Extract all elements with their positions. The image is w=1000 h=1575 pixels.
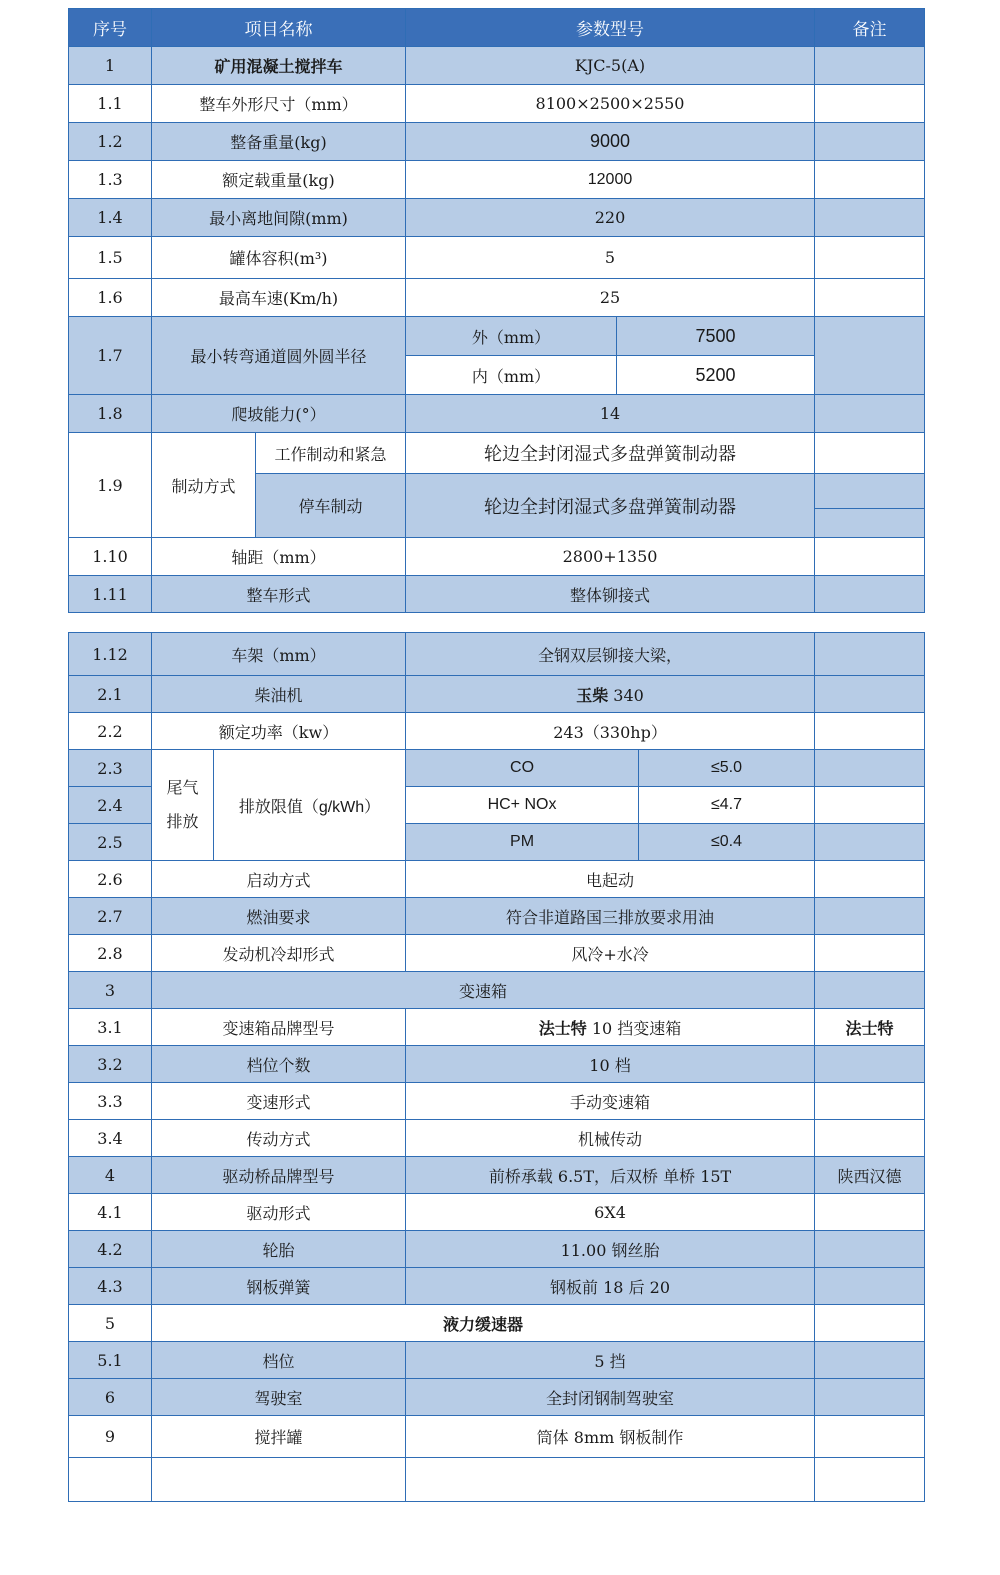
table-row [69, 1120, 925, 1157]
row-value: 2800+1350 [406, 538, 815, 576]
table-row [69, 676, 925, 713]
emission-value: ≤4.7 [639, 787, 815, 824]
table-row [69, 576, 925, 613]
row-value: 10 档 [406, 1046, 815, 1083]
row-name: 整车外形尺寸（mm） [152, 85, 406, 123]
row-value: KJC-5(A) [406, 47, 815, 85]
brake-val-2: 轮边全封闭湿式多盘弹簧制动器 [406, 474, 815, 538]
row-no: 6 [69, 1379, 152, 1416]
row-remark [815, 395, 925, 433]
row-remark [815, 1458, 925, 1502]
brake-sub-2: 停车制动 [256, 474, 406, 538]
row-value: 220 [406, 199, 815, 237]
row-remark [815, 1231, 925, 1268]
section-title: 液力缓速器 [152, 1305, 815, 1342]
row-no: 1.9 [69, 433, 152, 538]
row-name: 制动方式 [152, 433, 256, 538]
row-value: 12000 [406, 161, 815, 199]
row-name: 启动方式 [152, 861, 406, 898]
row-no: 1 [69, 47, 152, 85]
row-remark [815, 576, 925, 613]
table-row-empty [69, 1458, 925, 1502]
table-row [69, 1009, 925, 1046]
row-remark [815, 1342, 925, 1379]
table-row [69, 1231, 925, 1268]
row-remark [815, 85, 925, 123]
emission-value: ≤0.4 [639, 824, 815, 861]
spec-table-1 [68, 8, 925, 613]
table-row [69, 433, 925, 474]
table-row [69, 633, 925, 676]
row-no: 1.6 [69, 279, 152, 317]
brake-sub-1: 工作制动和紧急 [256, 433, 406, 474]
row-remark [815, 1194, 925, 1231]
row-remark [815, 317, 925, 395]
table-section-row [69, 1305, 925, 1342]
header-seq: 序号 [69, 9, 152, 47]
row-name: 排放限值（g/kWh） [214, 750, 406, 861]
row-name: 罐体容积(m³) [152, 237, 406, 279]
gearbox-brand: 法士特 [538, 1018, 587, 1038]
row-remark [815, 676, 925, 713]
row-remark [815, 1268, 925, 1305]
row-value: 电起动 [406, 861, 815, 898]
row-remark [815, 199, 925, 237]
spec-table-2 [68, 632, 925, 1502]
row-name: 档位个数 [152, 1046, 406, 1083]
table-row [69, 161, 925, 199]
row-no: 5 [69, 1305, 152, 1342]
row-name: 发动机冷却形式 [152, 935, 406, 972]
table-row [69, 898, 925, 935]
engine-model: 340 [608, 685, 644, 705]
table-row [69, 1083, 925, 1120]
row-no: 2.2 [69, 713, 152, 750]
engine-brand: 玉柴 [576, 685, 609, 705]
row-no: 1.3 [69, 161, 152, 199]
row-value: 6X4 [406, 1194, 815, 1231]
row-no: 3.2 [69, 1046, 152, 1083]
row-name: 变速箱品牌型号 [152, 1009, 406, 1046]
emission-value: ≤5.0 [639, 750, 815, 787]
table-row [69, 237, 925, 279]
row-value: 8100×2500×2550 [406, 85, 815, 123]
row-remark [815, 713, 925, 750]
row-no: 1.10 [69, 538, 152, 576]
row-no: 2.7 [69, 898, 152, 935]
row-value: 9000 [406, 123, 815, 161]
table-row [69, 85, 925, 123]
emission-sub: PM [406, 824, 639, 861]
table-row [69, 123, 925, 161]
row-no: 1.5 [69, 237, 152, 279]
row-remark [815, 433, 925, 474]
row-remark [815, 279, 925, 317]
row-name: 驱动桥品牌型号 [152, 1157, 406, 1194]
row-name: 矿用混凝土搅拌车 [152, 47, 406, 85]
row-no: 1.1 [69, 85, 152, 123]
row-no: 2.4 [69, 787, 152, 824]
row-value: 手动变速箱 [406, 1083, 815, 1120]
row-no: 1.4 [69, 199, 152, 237]
row-remark [815, 1120, 925, 1157]
table-row [69, 1416, 925, 1458]
row-value: 机械传动 [406, 1120, 815, 1157]
row-value: 11.00 钢丝胎 [406, 1231, 815, 1268]
row-name: 柴油机 [152, 676, 406, 713]
inner-value: 5200 [617, 356, 815, 395]
row-value: 筒体 8mm 钢板制作 [406, 1416, 815, 1458]
row-no: 1.8 [69, 395, 152, 433]
row-name: 驾驶室 [152, 1379, 406, 1416]
table-row [69, 935, 925, 972]
row-value: 243（330hp） [406, 713, 815, 750]
row-remark [815, 1416, 925, 1458]
row-remark [815, 633, 925, 676]
table-row [69, 1046, 925, 1083]
row-value: 整体铆接式 [406, 576, 815, 613]
section-title: 变速箱 [152, 972, 815, 1009]
table-row [69, 1379, 925, 1416]
row-no: 1.2 [69, 123, 152, 161]
row-name [152, 1458, 406, 1502]
row-name: 整车形式 [152, 576, 406, 613]
row-no: 4 [69, 1157, 152, 1194]
emission-sub: HC+ NOx [406, 787, 639, 824]
row-name: 驱动形式 [152, 1194, 406, 1231]
table-row [69, 1342, 925, 1379]
header-item-name: 项目名称 [152, 9, 406, 47]
row-value: 14 [406, 395, 815, 433]
row-remark [815, 538, 925, 576]
table-row [69, 1194, 925, 1231]
row-value: 风冷+水冷 [406, 935, 815, 972]
row-remark [815, 824, 925, 861]
table-row [69, 1268, 925, 1305]
row-name: 额定功率（kw） [152, 713, 406, 750]
table-row [69, 395, 925, 433]
row-name: 变速形式 [152, 1083, 406, 1120]
row-value: 钢板前 18 后 20 [406, 1268, 815, 1305]
row-remark [815, 898, 925, 935]
row-value: 全钢双层铆接大梁， [406, 633, 815, 676]
row-no: 3 [69, 972, 152, 1009]
inner-label: 内（mm） [406, 356, 617, 395]
row-remark [815, 123, 925, 161]
row-remark [815, 935, 925, 972]
row-no: 5.1 [69, 1342, 152, 1379]
table-row [69, 279, 925, 317]
table-row [69, 1157, 925, 1194]
row-remark [815, 1379, 925, 1416]
row-remark [815, 47, 925, 85]
row-name: 额定载重量(kg) [152, 161, 406, 199]
row-remark [815, 1305, 925, 1342]
row-value [406, 1009, 815, 1046]
row-no: 9 [69, 1416, 152, 1458]
row-value [406, 676, 815, 713]
row-name: 整备重量(kg) [152, 123, 406, 161]
row-remark [815, 237, 925, 279]
row-name: 爬坡能力(°） [152, 395, 406, 433]
row-remark [815, 787, 925, 824]
outer-value: 7500 [617, 317, 815, 356]
row-name: 车架（mm） [152, 633, 406, 676]
row-value: 5 [406, 237, 815, 279]
table-row [69, 713, 925, 750]
row-value: 25 [406, 279, 815, 317]
row-no: 3.3 [69, 1083, 152, 1120]
row-no: 4.1 [69, 1194, 152, 1231]
row-name: 燃油要求 [152, 898, 406, 935]
row-remark [815, 972, 925, 1009]
row-no [69, 1458, 152, 1502]
brake-val-1: 轮边全封闭湿式多盘弹簧制动器 [406, 433, 815, 474]
row-name: 最小转弯通道圆外圆半径 [152, 317, 406, 395]
outer-label: 外（mm） [406, 317, 617, 356]
row-name: 最小离地间隙(mm) [152, 199, 406, 237]
row-value [406, 1458, 815, 1502]
row-no: 4.3 [69, 1268, 152, 1305]
row-no: 3.1 [69, 1009, 152, 1046]
row-name: 轴距（mm） [152, 538, 406, 576]
row-no: 2.1 [69, 676, 152, 713]
row-remark [815, 474, 925, 538]
row-remark [815, 750, 925, 787]
row-name: 档位 [152, 1342, 406, 1379]
row-name: 传动方式 [152, 1120, 406, 1157]
table-row [69, 538, 925, 576]
header-param: 参数型号 [406, 9, 815, 47]
row-no: 2.5 [69, 824, 152, 861]
gearbox-model: 10 挡变速箱 [591, 1018, 682, 1038]
row-name: 钢板弹簧 [152, 1268, 406, 1305]
row-remark [815, 1046, 925, 1083]
row-value: 前桥承载 6.5T，后双桥 单桥 15T [406, 1157, 815, 1194]
table-row [69, 317, 925, 356]
table-header-row [69, 9, 925, 47]
row-name: 轮胎 [152, 1231, 406, 1268]
row-no: 2.8 [69, 935, 152, 972]
row-remark [815, 861, 925, 898]
row-remark: 陕西汉德 [815, 1157, 925, 1194]
row-value: 5 挡 [406, 1342, 815, 1379]
row-no: 1.12 [69, 633, 152, 676]
row-value: 符合非道路国三排放要求用油 [406, 898, 815, 935]
row-name: 搅拌罐 [152, 1416, 406, 1458]
row-no: 2.6 [69, 861, 152, 898]
row-no: 1.7 [69, 317, 152, 395]
row-remark [815, 161, 925, 199]
exhaust-group: 尾气排放 [152, 750, 214, 861]
row-value: 全封闭钢制驾驶室 [406, 1379, 815, 1416]
row-no: 1.11 [69, 576, 152, 613]
table-row [69, 47, 925, 85]
table-row [69, 861, 925, 898]
table-row [69, 199, 925, 237]
row-remark: 法士特 [815, 1009, 925, 1046]
row-no: 4.2 [69, 1231, 152, 1268]
table-section-row [69, 972, 925, 1009]
emission-sub: CO [406, 750, 639, 787]
row-remark [815, 1083, 925, 1120]
header-remark: 备注 [815, 9, 925, 47]
row-no: 2.3 [69, 750, 152, 787]
row-no: 3.4 [69, 1120, 152, 1157]
row-name: 最高车速(Km/h) [152, 279, 406, 317]
table-row [69, 750, 925, 787]
